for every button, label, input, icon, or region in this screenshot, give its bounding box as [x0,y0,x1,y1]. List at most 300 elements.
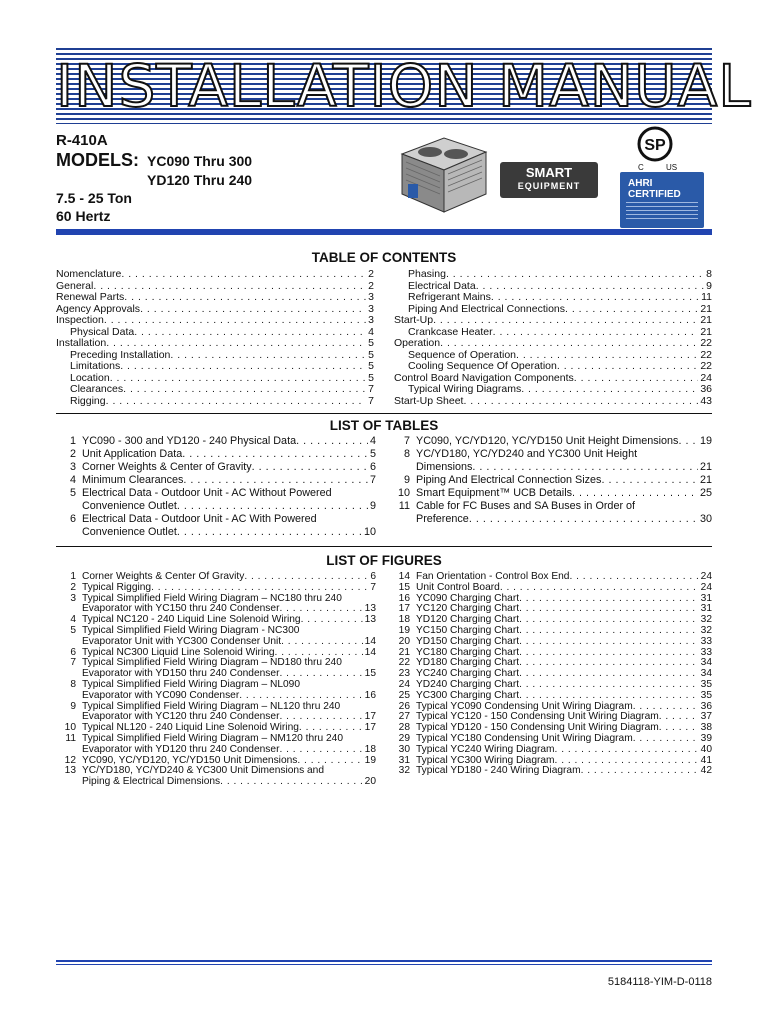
table-list-leader-dots [296,435,368,448]
figure-list-page: 16 [364,689,376,701]
table-list-title: YC090, YC/YD120, YC/YD150 Unit Height Dimensions [416,435,679,447]
csa-text: SP [644,137,666,154]
figure-list-number: 21 [398,646,410,658]
figure-list-leader-dots [519,680,699,691]
table-list-page: 7 [369,474,376,486]
toc-entry-title: Limitations [70,360,121,372]
toc-leader-dots [433,315,698,327]
toc-entry-title: Installation [56,337,107,349]
table-list-leader-dots [177,526,362,539]
figure-list-number: 31 [398,754,410,766]
figure-list-title: Typical NC300 Liquid Line Solenoid Wiring [82,646,275,658]
figure-list-title: YC090, YC/YD120, YC/YD150 Unit Dimensions [82,754,298,766]
toc-entry-title: Agency Approvals [56,302,141,315]
figure-list-number: 9 [70,700,76,712]
toc-leader-dots [493,327,699,339]
toc-entry-title: Start-Up Sheet [394,394,464,407]
table-list-number: 9 [403,474,410,486]
toc-leader-dots [134,327,366,339]
table-list-number-spacer [390,461,416,474]
figure-list-leader-dots [281,637,363,648]
figure-list-page: 24 [700,571,712,582]
figure-list-page: 14 [364,646,376,658]
figure-list-page: 32 [700,614,712,626]
table-list-entry [56,487,376,500]
figure-list-leader-dots [519,604,699,615]
toc-right-column [394,269,712,407]
toc-leader-dots [557,361,698,373]
table-list-entry-cont [390,461,712,474]
figure-list-title: YD150 Charging Chart [416,635,520,647]
figure-list-page: 34 [700,657,712,669]
table-list-title: Smart Equipment™ UCB Details [416,487,573,499]
toc-entry [56,269,374,281]
figure-list-leader-dots [659,712,699,723]
figure-list-leader-dots [500,583,699,594]
toc-entry-title: Phasing [408,268,446,280]
figure-list-title: Typical YC240 Wiring Diagram [416,743,555,755]
toc-leader-dots [446,269,704,281]
figure-list-number: 26 [398,700,410,712]
figure-list-number: 11 [65,732,76,744]
table-list-entry-cont [56,500,376,513]
toc-entry [56,338,374,350]
figure-list-title: Corner Weights & Center Of Gravity [82,571,245,582]
figure-list-number: 4 [70,614,76,626]
toc-entry-page: 8 [706,268,712,280]
figure-list-leader-dots [633,734,699,745]
toc-leader-dots [110,373,366,385]
figures-heading: LIST OF FIGURES [326,553,442,568]
table-list-title-cont: Preference [416,513,469,525]
table-list-number: 11 [398,500,410,512]
tables-left-column [56,435,376,539]
tables-heading: LIST OF TABLES [329,418,439,433]
figure-list-number: 18 [398,614,410,626]
toc-leader-dots [491,292,699,304]
figure-list-number: 24 [398,678,410,690]
figure-list-number: 25 [398,689,410,701]
table-list-page: 4 [369,435,376,447]
table-list-entry [390,500,712,513]
figure-list-title: Typical Simplified Field Wiring Diagram – NL090 [82,678,300,690]
toc-leader-dots [104,315,366,327]
figure-list-title: Typical NL120 - 240 Liquid Line Solenoid Wiring [82,722,299,734]
toc-left-column [56,269,374,407]
figure-list-page: 13 [364,603,376,615]
svg-text:C: C [638,163,644,172]
toc-entry-page: 24 [700,371,712,384]
toc-entry [394,304,712,316]
ahri-label: AHRI CERTIFIED [628,178,681,200]
toc-entry [394,338,712,350]
figure-list-number: 30 [398,743,410,755]
toc-leader-dots [140,304,366,316]
toc-entry-page: 5 [368,371,374,384]
table-list-entry [56,513,376,526]
figure-list-title: YC240 Charging Chart [416,668,520,680]
figure-list-title: Typical YC300 Wiring Diagram [416,754,555,766]
toc-entry [394,292,712,304]
figure-list-title: Typical YC120 - 150 Condensing Unit Wiring Diagram [416,711,659,723]
figure-list-page: 31 [700,603,712,615]
table-list-leader-dots [183,474,368,487]
figure-list-entry [390,637,712,648]
figure-list-number: 13 [64,765,76,777]
model-info [56,132,252,225]
figure-list-page: 40 [700,743,712,755]
figure-list-number: 23 [398,668,410,680]
figure-list-number: 28 [398,722,410,734]
toc-entry-title: Preceding Installation [70,348,171,361]
csa-logo [630,124,680,172]
toc-entry-page: 9 [706,279,712,292]
figure-list-leader-dots [151,583,368,594]
figure-list-page: 13 [364,614,376,626]
table-list-leader-dots [678,435,698,448]
toc-leader-dots [93,281,366,293]
toc-entry-page: 21 [700,302,712,315]
toc-entry-page: 3 [368,314,374,326]
figure-list-page: 33 [700,646,712,658]
figure-list-title: YC/YD180, YC/YD240 & YC300 Unit Dimensions and [82,765,324,777]
figure-list-title: Typical Rigging [82,581,152,593]
toc-heading: TABLE OF CONTENTS [311,250,457,265]
figure-list-title: YD180 Charging Chart [416,657,520,669]
table-list-entry [56,461,376,474]
figure-list-title-cont: Evaporator with YD120 thru 240 Condenser [82,743,280,755]
tables-right-column [390,435,712,526]
table-list-title-cont: Convenience Outlet [82,526,177,538]
figure-list-title: Typical NC120 - 240 Liquid Line Solenoid Wiring [82,614,301,626]
table-list-page: 10 [363,526,376,538]
figure-list-page: 34 [700,668,712,680]
toc-entry-title: Typical Wiring Diagrams [408,383,522,395]
figure-list-title: Typical YC180 Condensing Unit Wiring Diagram [416,732,633,744]
figure-list-number: 32 [398,765,410,777]
models-label: MODELS: [56,150,139,170]
toc-entry-title: Control Board Navigation Components [394,371,574,384]
figure-list-leader-dots [220,777,363,788]
toc-entry-page: 11 [701,291,712,303]
table-list-title: Minimum Clearances [82,474,184,486]
table-list-page: 21 [699,461,712,473]
smart-logo-line2: EQUIPMENT [517,181,581,191]
toc-leader-dots [440,338,698,350]
figure-list-leader-dots [581,766,699,777]
table-list-entry [56,474,376,487]
title-banner [56,48,752,124]
table-list-number: 7 [403,435,410,447]
ahri-certified-badge [620,172,704,228]
table-list-number: 8 [403,448,410,460]
figure-list-page: 41 [700,754,712,766]
table-list-leader-dots [572,487,698,500]
figure-list-leader-dots [519,594,699,605]
figure-list-title: Unit Control Board [416,581,500,593]
figure-list-page: 7 [370,581,376,593]
figure-list-page: 24 [700,581,712,593]
figure-list-title: Typical Simplified Field Wiring Diagram – NC180 thru 240 [82,592,342,604]
footer-rule [56,960,712,962]
figure-list-title-cont: Evaporator with YC120 thru 240 Condenser [82,711,280,723]
toc-entry-title: Cooling Sequence Of Operation [408,360,557,372]
toc-entry-title: Location [70,371,110,384]
toc-entry-page: 22 [700,337,712,349]
toc-entry-page: 43 [700,394,712,407]
toc-entry-title: Crankcase Heater [408,325,493,338]
toc-entry-page: 22 [700,360,712,372]
figure-list-page: 36 [700,700,712,712]
figure-list-title-cont: Evaporator with YD150 thru 240 Condenser [82,668,280,680]
figure-list-entry [390,691,712,702]
table-list-page: 9 [369,500,376,512]
toc-entry-title: Refrigerant Mains [408,291,491,303]
refrigerant-label: R-410A [56,132,108,149]
figure-list-title-cont: Evaporator with YC090 Condenser [82,689,240,701]
figure-list-entry-cont [56,777,376,788]
figure-list-title: Typical YD120 - 150 Condensing Unit Wiring Diagram [416,722,659,734]
toc-entry-title: Renewal Parts [56,291,125,303]
table-list-page: 25 [699,487,712,499]
manual-title: INSTALLATION MANUAL [56,52,752,120]
figure-list-number: 3 [70,592,76,604]
model-range-yd: YD120 Thru 240 [147,172,253,188]
figure-list-number: 16 [398,592,410,604]
toc-entry-title: Operation [394,337,441,349]
figure-list-leader-dots [301,615,363,626]
toc-leader-dots [574,373,699,385]
table-list-number: 5 [69,487,76,499]
toc-leader-dots [476,281,704,293]
figure-list-title: Typical Simplified Field Wiring Diagram – ND180 thru 240 [82,657,342,669]
figure-list-leader-dots [659,723,699,734]
toc-entry-title: Inspection [56,314,104,326]
figure-list-title-cont: Piping & Electrical Dimensions [82,776,221,788]
figure-list-page: 15 [364,668,376,680]
figure-list-entry [390,745,712,756]
toc-leader-dots [123,384,366,396]
toc-entry-page: 22 [700,348,712,361]
figure-list-page: 6 [370,571,376,582]
figure-list-number: 20 [398,635,410,647]
figure-list-title: YC300 Charging Chart [416,689,520,701]
model-range-yc: YC090 Thru 300 [147,153,253,169]
table-list-number-spacer [390,513,416,526]
toc-leader-dots [106,338,366,350]
toc-entry-page: 3 [368,291,374,303]
toc-entry-title: Piping And Electrical Connections [408,302,566,315]
table-list-number: 6 [69,513,76,525]
table-list-page: 30 [699,513,712,525]
toc-leader-dots [521,384,698,396]
table-list-entry-cont [56,526,376,539]
table-list-title: YC/YD180, YC/YD240 and YC300 Unit Height [416,448,638,460]
table-list-title: Corner Weights & Center of Gravity [82,461,252,473]
toc-entry-title: Nomenclature [56,268,122,280]
figure-list-number: 14 [398,571,410,582]
table-list-number-spacer [56,500,82,513]
models-line [56,150,252,171]
toc-entry [394,361,712,373]
figure-list-page: 39 [700,732,712,744]
toc-leader-dots [124,292,366,304]
hertz: 60 Hertz [56,208,111,224]
figure-list-page: 17 [364,711,376,723]
table-list-entry [56,448,376,461]
figure-list-number: 19 [398,624,410,636]
table-list-page: 6 [369,461,376,473]
figure-list-number-spacer [56,691,82,702]
figure-list-page: 42 [700,765,712,777]
table-list-leader-dots [252,461,368,474]
table-list-number: 1 [69,435,76,447]
toc-entry-page: 7 [368,394,374,407]
figure-list-number: 15 [398,581,410,593]
toc-entry-page: 21 [700,314,712,326]
figure-list-leader-dots [519,658,699,669]
figure-list-leader-dots [239,691,362,702]
toc-entry-page: 21 [700,325,712,338]
figure-list-page: 20 [364,776,376,788]
figure-list-number-spacer [56,745,82,756]
toc-entry [394,396,712,408]
figure-list-leader-dots [569,572,698,583]
table-list-title: Cable for FC Buses and SA Buses in Order of [416,500,636,512]
condensing-unit-image [392,130,492,216]
toc-entry [394,384,712,396]
table-list-leader-dots [182,448,368,461]
table-list-title-cont: Convenience Outlet [82,500,177,512]
figure-list-leader-dots [555,745,699,756]
smart-logo-line1: SMART [525,165,573,180]
figure-list-number: 7 [70,657,76,669]
figure-list-number: 12 [64,754,76,766]
table-list-title: YC090 - 300 and YD120 - 240 Physical Data [82,435,297,447]
table-list-leader-dots [601,474,698,487]
figure-list-number-spacer [56,669,82,680]
figure-list-page: 35 [700,678,712,690]
figure-list-number: 17 [398,603,410,615]
figures-right-column [390,572,712,777]
table-list-title: Electrical Data - Outdoor Unit - AC Without Powered [82,487,332,499]
figure-list-entry [390,583,712,594]
table-list-title: Unit Application Data [82,448,183,460]
figure-list-title: Typical YC090 Condensing Unit Wiring Diagram [416,700,633,712]
figure-list-leader-dots [519,691,699,702]
figure-list-title: Typical Simplified Field Wiring Diagram – NM120 thru 240 [82,732,344,744]
toc-entry-title: Rigging [70,394,106,407]
figure-list-title: YC180 Charging Chart [416,646,520,658]
figure-list-number-spacer [56,604,82,615]
svg-text:US: US [666,163,678,172]
figure-list-title: YD240 Charging Chart [416,678,520,690]
figure-list-number: 5 [70,624,76,636]
table-list-number: 4 [69,474,76,486]
smart-equipment-logo [500,162,598,198]
toc-entry [394,327,712,339]
toc-entry-page: 5 [368,348,374,361]
figure-list-title: Fan Orientation - Control Box End [416,571,570,582]
figure-list-number: 22 [398,657,410,669]
toc-leader-dots [121,269,366,281]
toc-leader-dots [106,396,367,408]
table-list-entry [390,474,712,487]
document-number: 5184118-YIM-D-0118 [607,976,712,988]
figure-list-entry-cont [56,637,376,648]
figure-list-leader-dots [519,669,699,680]
figure-list-number: 8 [70,678,76,690]
figure-list-title: YC150 Charging Chart [416,624,520,636]
toc-entry-title: Electrical Data [408,279,476,292]
figure-list-title: Typical YD180 - 240 Wiring Diagram [416,765,581,777]
toc-entry [394,269,712,281]
figure-list-title-cont: Evaporator Unit with YC300 Condenser Unit [82,635,282,647]
toc-entry-title: Sequence of Operation [408,348,516,361]
figure-list-title: YC120 Charging Chart [416,603,520,615]
figures-left-column [56,572,376,788]
figure-list-page: 19 [364,754,376,766]
figure-list-leader-dots [279,745,362,756]
table-list-number-spacer [56,526,82,539]
table-list-entry [390,448,712,461]
header-divider [56,229,712,235]
toc-entry-page: 2 [368,279,374,292]
toc-entry [56,315,374,327]
table-list-leader-dots [469,513,698,526]
toc-divider [56,413,712,414]
tables-divider [56,546,712,547]
figure-list-page: 37 [700,711,712,723]
table-list-number: 3 [69,461,76,473]
figure-list-entry [390,766,712,777]
figure-list-title: Typical Simplified Field Wiring Diagram - NC300 [82,624,300,636]
figure-list-number-spacer [56,777,82,788]
figure-list-number: 6 [70,646,76,658]
figure-list-number: 27 [398,711,410,723]
toc-entry-page: 5 [368,337,374,349]
figure-list-title-cont: Evaporator with YC150 thru 240 Condenser [82,603,280,615]
table-list-title-cont: Dimensions [416,461,473,473]
table-list-page: 5 [369,448,376,460]
table-list-entry-cont [390,513,712,526]
figure-list-leader-dots [519,615,699,626]
figure-list-leader-dots [519,626,699,637]
figure-list-page: 38 [700,722,712,734]
table-list-number: 10 [397,487,410,499]
figure-list-entry-cont [56,691,376,702]
toc-entry-page: 36 [700,383,712,395]
figure-list-title: YD120 Charging Chart [416,614,520,626]
toc-entry-title: General [56,279,94,292]
figure-list-page: 33 [700,635,712,647]
footer-rule-thin [56,964,712,965]
table-list-page: 19 [699,435,712,447]
figure-list-leader-dots [519,637,699,648]
toc-leader-dots [170,350,366,362]
toc-entry-page: 3 [368,302,374,315]
toc-entry-title: Physical Data [70,325,135,338]
figure-list-number: 10 [64,722,76,734]
toc-leader-dots [120,361,366,373]
figure-list-entry [56,583,376,594]
figure-list-leader-dots [519,648,699,659]
figure-list-number: 1 [70,571,76,582]
figure-list-entry-cont [56,745,376,756]
figure-list-title: Typical Simplified Field Wiring Diagram – NL120 thru 240 [82,700,341,712]
table-list-title: Electrical Data - Outdoor Unit - AC With Powered [82,513,317,525]
table-list-page: 21 [699,474,712,486]
